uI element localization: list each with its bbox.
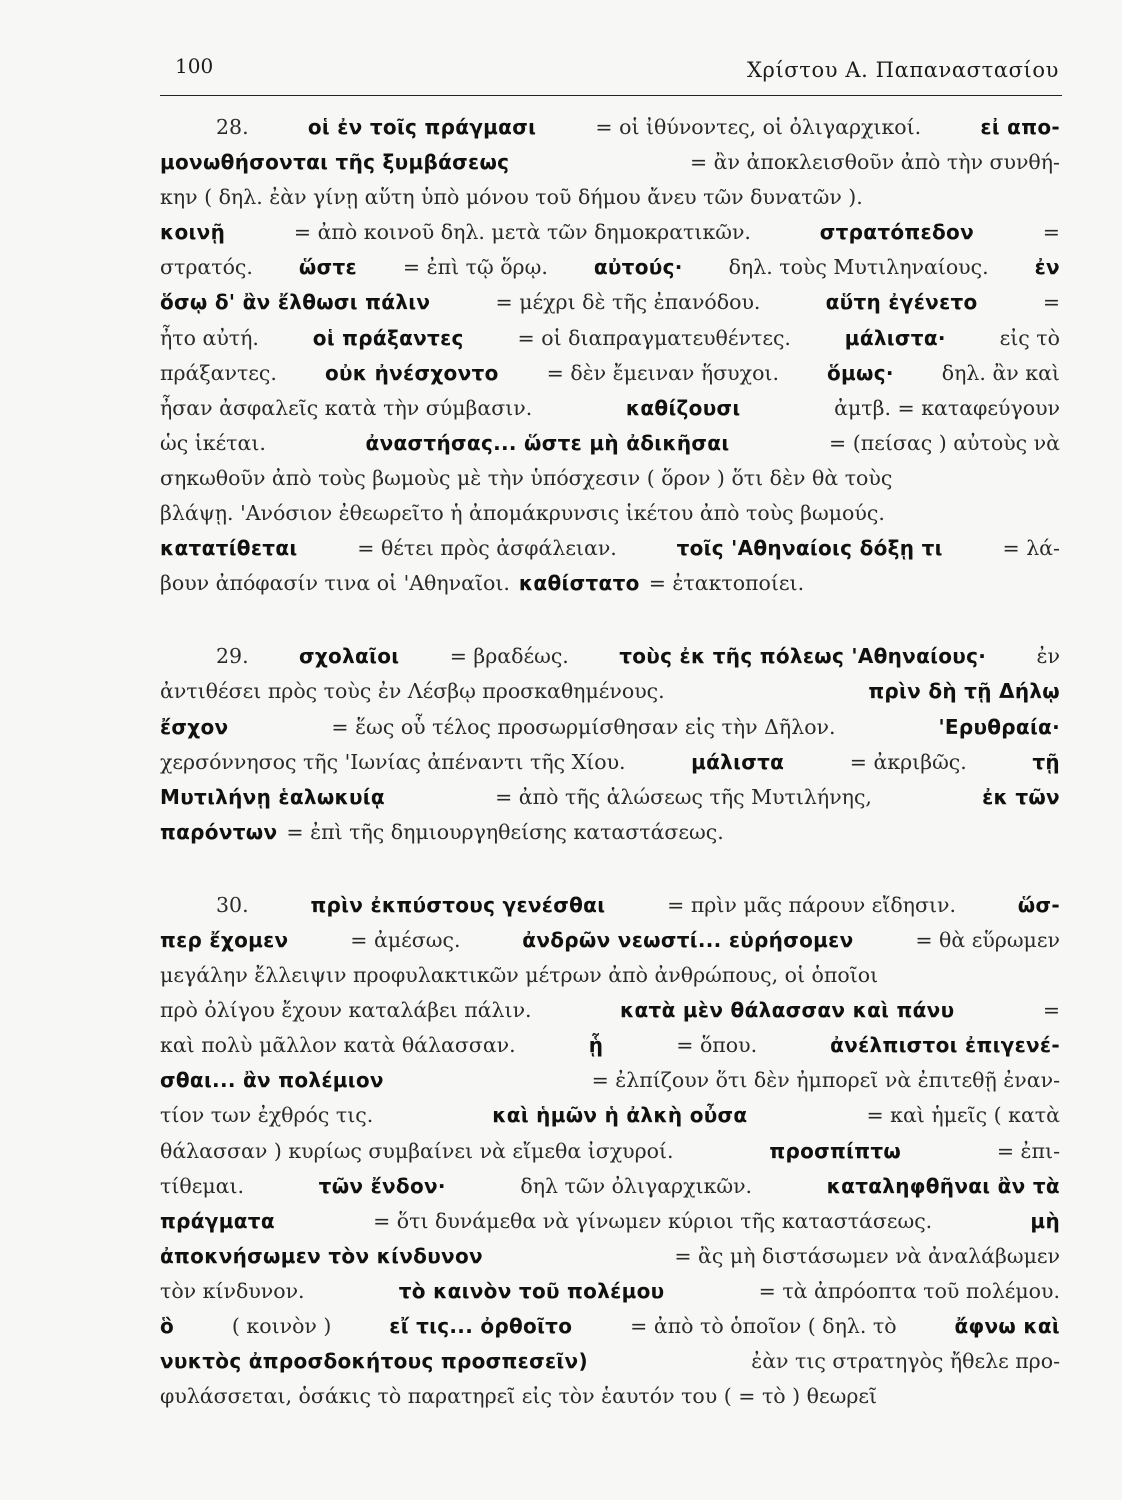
gloss-text: = δὲν ἔμειναν ἥσυχοι.	[546, 360, 779, 385]
lemma-term: στρατόπεδον	[819, 220, 974, 245]
gloss-text: =	[1042, 220, 1060, 245]
gloss-text: = ἐπὶ τῷ ὅρῳ.	[402, 255, 548, 280]
commentary-paragraph	[160, 644, 1060, 855]
paragraph-gap	[160, 855, 1060, 893]
gloss-text: βλάψῃ. 'Ανόσιον ἐθεωρεῖτο ἡ ἀπομάκρυνσις ἱκέτου ἀπὸ τοὺς βωμούς.	[160, 501, 885, 526]
text-line	[160, 326, 1060, 361]
lemma-term: ὅσῳ δ' ἂν ἔλθωσι πάλιν	[160, 290, 431, 315]
text-line	[160, 1279, 1060, 1314]
lemma-term: νυκτὸς ἀπροσδοκήτους προσπεσεῖν)	[160, 1349, 588, 1374]
lemma-term: ὥστε	[298, 255, 357, 280]
lemma-term: ὅμως·	[826, 360, 894, 385]
lemma-term: τὸ καινὸν τοῦ πολέμου	[398, 1278, 665, 1303]
text-line	[160, 1174, 1060, 1209]
gloss-text: = οἱ διαπραγματευθέντες.	[517, 325, 791, 350]
gloss-text: = θὰ εὕρωμεν	[915, 927, 1060, 952]
gloss-text: = θέτει πρὸς ἀσφάλειαν.	[357, 536, 617, 561]
text-line	[160, 928, 1060, 963]
gloss-text: ἐν	[1036, 644, 1060, 669]
lemma-term: καθίζουσι	[625, 395, 741, 420]
gloss-text: = ὅτι δυνάμεθα νὰ γίνωμεν κύριοι τῆς καταστάσεως.	[373, 1208, 933, 1233]
gloss-text: = μέχρι δὲ τῆς ἐπανόδου.	[495, 290, 761, 315]
gloss-text: κην ( δηλ. ἐὰν γίνῃ αὕτη ὑπὸ μόνου τοῦ δήμου ἄνευ τῶν δυνατῶν ).	[160, 185, 863, 210]
gloss-text: = ἐτακτοποίει.	[648, 571, 805, 596]
gloss-text: εἰς τὸ	[999, 325, 1060, 350]
text-line	[160, 1384, 1060, 1419]
gloss-text: σηκωθοῦν ἀπὸ τοὺς βωμοὺς μὲ τὴν ὑπόσχεσιν ( ὅρον ) ὅτι δὲν θὰ τοὺς	[160, 465, 893, 490]
text-line	[160, 1349, 1060, 1384]
gloss-text: = ἀκριβῶς.	[849, 749, 967, 774]
header-rule	[160, 95, 1062, 96]
text-line	[160, 220, 1060, 255]
gloss-text: δηλ. τοὺς Μυτιληναίους.	[728, 255, 989, 280]
text-line	[160, 396, 1060, 431]
page-number: 100	[175, 54, 214, 78]
gloss-text: = ἐπὶ τῆς δημιουργηθείσης καταστάσεως.	[286, 819, 724, 844]
gloss-text: δηλ τῶν ὀλιγαρχικῶν.	[520, 1173, 753, 1198]
text-line	[160, 255, 1060, 290]
gloss-text: ὡς ἱκέται.	[160, 430, 266, 455]
lemma-term: εἴ τις... ὀρθοῖτο	[389, 1314, 573, 1338]
lemma-term: σχολαῖοι	[298, 644, 400, 669]
lemma-term: κοινῇ	[160, 220, 226, 245]
gloss-text: ἀντιθέσει πρὸς τοὺς ἐν Λέσβῳ προσκαθημένους.	[160, 679, 665, 704]
lemma-term: ἀποκνήσωμεν τὸν κίνδυνον	[160, 1243, 483, 1268]
gloss-text: ἦσαν ἀσφαλεῖς κατὰ τὴν σύμβασιν.	[160, 395, 533, 420]
text-line	[160, 290, 1060, 325]
gloss-text: = (πείσας ) αὐτοὺς νὰ	[829, 430, 1060, 455]
text-line	[160, 361, 1060, 396]
text-line	[160, 1103, 1060, 1138]
text-line	[160, 963, 1060, 998]
text-line	[160, 466, 1060, 501]
gloss-text: μεγάλην ἔλλειψιν προφυλακτικῶν μέτρων ἀπὸ ἀνθρώπους, οἱ ὁποῖοι	[160, 963, 879, 988]
text-line	[160, 1209, 1060, 1244]
gloss-text: = πρὶν μᾶς πάρουν εἴδησιν.	[667, 892, 956, 917]
text-line	[160, 150, 1060, 185]
gloss-text: 30.	[216, 892, 249, 917]
text-line	[160, 679, 1060, 714]
lemma-term: μάλιστα	[691, 749, 785, 774]
gloss-text: ἀμτβ. = καταφεύγουν	[834, 395, 1060, 420]
gloss-text: = ἐπι-	[996, 1138, 1060, 1163]
gloss-text: φυλάσσεται, ὁσάκις τὸ παρατηρεῖ εἰς τὸν ἑαυτόν του ( = τὸ ) θεωρεῖ	[160, 1384, 878, 1409]
lemma-term: 'Ερυθραία·	[938, 714, 1060, 739]
text-line	[160, 115, 1060, 150]
gloss-text: = ἕως οὗ τέλος προσωρμίσθησαν εἰς τὴν Δῆλον.	[331, 714, 836, 739]
gloss-text: πρὸ ὀλίγου ἔχουν καταλάβει πάλιν.	[160, 998, 532, 1023]
gloss-text: = λά-	[1002, 536, 1060, 561]
text-line	[160, 715, 1060, 750]
gloss-text: καὶ πολὺ μᾶλλον κατὰ θάλασσαν.	[160, 1033, 516, 1058]
gloss-text: στρατός.	[160, 255, 253, 280]
text-line	[160, 185, 1060, 220]
header-title: Χρίστου Α. Παπαναστασίου	[746, 58, 1059, 82]
text-line	[160, 501, 1060, 536]
commentary-body	[160, 115, 1060, 1419]
text-line	[160, 820, 1060, 855]
lemma-term: ὃ	[160, 1314, 175, 1338]
lemma-term: ᾗ	[588, 1033, 604, 1058]
lemma-term: κατὰ μὲν θάλασσαν καὶ πάνυ	[619, 998, 955, 1023]
gloss-text: = ὅπου.	[676, 1033, 758, 1058]
lemma-term: Μυτιλήνῃ ἑαλωκυίᾳ	[160, 784, 385, 809]
text-line	[160, 571, 1060, 606]
gloss-text: =	[1042, 290, 1060, 315]
lemma-term: τῇ	[1032, 749, 1060, 774]
gloss-text: = ἀπὸ τῆς ἁλώσεως τῆς Μυτιλήνης,	[495, 784, 872, 809]
lemma-term: καταληφθῆναι ἂν τὰ	[826, 1173, 1060, 1198]
gloss-text: θάλασσαν ) κυρίως συμβαίνει νὰ εἴμεθα ἰσχυροί.	[160, 1138, 674, 1163]
gloss-text: 28.	[216, 115, 249, 139]
lemma-term: καὶ ἡμῶν ἡ ἀλκὴ οὖσα	[492, 1103, 748, 1128]
lemma-term: προσπίπτω	[769, 1138, 902, 1163]
lemma-term: μὴ	[1030, 1208, 1060, 1233]
gloss-text: = καὶ ἡμεῖς ( κατὰ	[866, 1103, 1060, 1128]
gloss-text: = τὰ ἀπρόοπτα τοῦ πολέμου.	[758, 1278, 1060, 1303]
lemma-term: μονωθήσονται τῆς ξυμβάσεως	[160, 150, 510, 175]
commentary-paragraph	[160, 893, 1060, 1419]
text-line	[160, 536, 1060, 571]
lemma-term: σθαι... ἂν πολέμιον	[160, 1068, 384, 1093]
lemma-term: κατατίθεται	[160, 536, 298, 561]
text-line	[160, 1033, 1060, 1068]
gloss-text: χερσόννησος τῆς 'Ιωνίας ἀπέναντι τῆς Χίου.	[160, 749, 626, 774]
gloss-text: = ἂς μὴ διστάσωμεν νὰ ἀναλάβωμεν	[674, 1243, 1060, 1268]
lemma-term: αὕτη ἐγένετο	[825, 290, 978, 315]
text-line	[160, 644, 1060, 679]
lemma-term: ἀνέλπιστοι ἐπιγενέ-	[830, 1033, 1060, 1058]
gloss-text: =	[1042, 998, 1060, 1023]
lemma-term: ἔσχον	[160, 714, 229, 739]
gloss-text: = βραδέως.	[449, 644, 569, 669]
gloss-text: 29.	[216, 644, 249, 669]
gloss-text: = οἱ ἰθύνοντες, οἱ ὀλιγαρχικοί.	[595, 115, 922, 139]
lemma-term: ἀνδρῶν νεωστί... εὑρήσομεν	[522, 927, 854, 952]
lemma-term: περ ἔχομεν	[160, 927, 289, 952]
lemma-term: πράγματα	[160, 1208, 275, 1233]
gloss-text: = ἀπὸ τὸ ὁποῖον ( δηλ. τὸ	[630, 1314, 897, 1338]
lemma-term: οὐκ ἠνέσχοντο	[324, 360, 499, 385]
commentary-paragraph	[160, 115, 1060, 606]
text-line	[160, 431, 1060, 466]
text-line	[160, 750, 1060, 785]
lemma-term: εἰ απο-	[980, 115, 1060, 139]
gloss-text: πράξαντες.	[160, 360, 277, 385]
text-line	[160, 1139, 1060, 1174]
text-line	[160, 1068, 1060, 1103]
lemma-term: παρόντων	[160, 819, 278, 844]
text-line	[160, 1244, 1060, 1279]
lemma-term: οἱ πράξαντες	[312, 325, 464, 350]
gloss-text: δηλ. ἂν καὶ	[941, 360, 1060, 385]
gloss-text: ἦτο αὐτή.	[160, 325, 259, 350]
lemma-term: καθίστατο	[518, 571, 640, 596]
gloss-text: ( κοινὸν )	[231, 1314, 332, 1338]
lemma-term: ἐκ τῶν	[982, 784, 1060, 809]
lemma-term: ἐν	[1034, 255, 1060, 280]
lemma-term: τῶν ἔνδον·	[318, 1173, 446, 1198]
lemma-term: πρὶν δὴ τῇ Δήλῳ	[868, 679, 1060, 704]
lemma-term: ἄφνω καὶ	[954, 1314, 1060, 1338]
lemma-term: πρὶν ἐκπύστους γενέσθαι	[310, 892, 606, 917]
gloss-text: τίον των ἐχθρός τις.	[160, 1103, 374, 1128]
gloss-text: = ἂν ἀποκλεισθοῦν ἀπὸ τὴν συνθή-	[689, 150, 1060, 175]
paragraph-gap	[160, 606, 1060, 644]
lemma-term: οἱ ἐν τοῖς πράγμασι	[307, 115, 537, 139]
lemma-term: αὐτούς·	[593, 255, 683, 280]
gloss-text: = ἀπὸ κοινοῦ δηλ. μετὰ τῶν δημοκρατικῶν.	[293, 220, 751, 245]
gloss-text: = ἀμέσως.	[350, 927, 461, 952]
text-line	[160, 785, 1060, 820]
gloss-text: βουν ἀπόφασίν τινα οἱ 'Αθηναῖοι.	[160, 571, 510, 596]
text-line	[160, 998, 1060, 1033]
gloss-text: = ἐλπίζουν ὅτι δὲν ἠμπορεῖ νὰ ἐπιτεθῇ ἐναν-	[591, 1068, 1060, 1093]
gloss-text: τίθεμαι.	[160, 1173, 245, 1198]
lemma-term: τοὺς ἐκ τῆς πόλεως 'Αθηναίους·	[619, 644, 987, 669]
text-line	[160, 1314, 1060, 1349]
lemma-term: ὥσ-	[1017, 892, 1060, 917]
lemma-term: ἀναστήσας... ὥστε μὴ ἀδικῆσαι	[365, 430, 730, 455]
gloss-text: ἐὰν τις στρατηγὸς ἤθελε προ-	[751, 1349, 1060, 1374]
running-head	[163, 52, 1063, 88]
text-line	[160, 893, 1060, 928]
gloss-text: τὸν κίνδυνον.	[160, 1278, 305, 1303]
lemma-term: μάλιστα·	[844, 325, 946, 350]
lemma-term: τοῖς 'Αθηναίοις δόξῃ τι	[676, 536, 943, 561]
